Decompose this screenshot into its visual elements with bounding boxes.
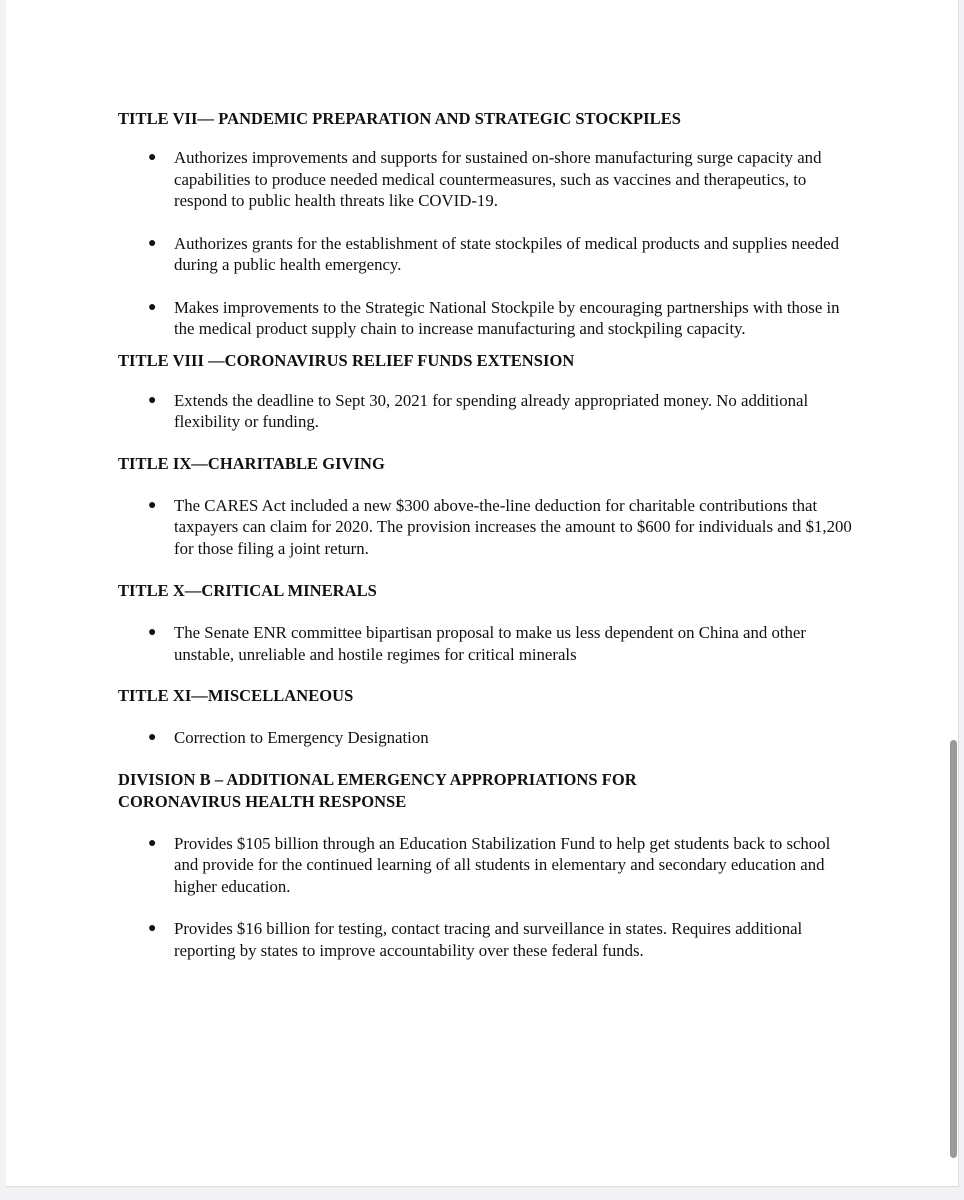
bullet-text: Provides $105 billion through an Education Stabilization Fund to help get students back to school and provide for the continued learning of all students in elementary and secondary education and higher education.	[174, 833, 831, 896]
section-heading-title-vii: TITLE VII— PANDEMIC PREPARATION AND STRATEGIC STOCKPILES	[118, 109, 681, 128]
bullet-item	[118, 390, 858, 433]
section-heading-title-ix: TITLE IX—CHARITABLE GIVING	[118, 453, 385, 473]
bullet-list-title-viii	[118, 390, 858, 433]
bullet-item	[118, 233, 858, 276]
bullet-text: The CARES Act included a new $300 above-the-line deduction for charitable contributions that taxpayers can claim for 2020. The provision increases the amount to $600 for individuals and $1,200 for those filing a joint return.	[174, 495, 852, 558]
bullet-item	[118, 495, 858, 560]
section-heading-title-x: TITLE X—CRITICAL MINERALS	[118, 581, 377, 600]
bullet-text: Authorizes grants for the establishment of state stockpiles of medical products and supplies needed during a public health emergency.	[174, 233, 840, 274]
bullet-text: Makes improvements to the Strategic National Stockpile by encouraging partnerships with those in the medical product supply chain to increase manufacturing and stockpiling capacity.	[174, 297, 840, 338]
document-content	[118, 108, 858, 961]
bullet-item	[118, 833, 858, 898]
document-page	[6, 0, 959, 1187]
bullet-icon: ●	[148, 921, 157, 936]
bullet-icon: ●	[148, 730, 157, 745]
bullet-list-title-x	[118, 622, 858, 665]
bullet-icon: ●	[148, 392, 157, 408]
bullet-item	[118, 727, 858, 749]
bullet-icon: ●	[148, 497, 157, 513]
bullet-icon: ●	[148, 150, 157, 165]
bullet-text: Extends the deadline to Sept 30, 2021 for spending already appropriated money. No additional flexibility or funding.	[174, 390, 809, 431]
bullet-text: Correction to Emergency Designation	[174, 728, 429, 747]
bullet-list-title-vii	[118, 147, 858, 340]
vertical-scrollbar[interactable]	[950, 740, 957, 1158]
bullet-icon: ●	[148, 235, 157, 251]
bullet-item	[118, 297, 858, 340]
bullet-text: Provides $16 billion for testing, contact tracing and surveillance in states. Requires additional reporting by states to improve accountability over these federal funds.	[174, 919, 803, 960]
bullet-text: Authorizes improvements and supports for sustained on-shore manufacturing surge capacity and capabilities to produce needed medical countermeasures, such as vaccines and therapeutics, to respond to public health threats like COVID-19.	[174, 148, 822, 210]
bullet-icon: ●	[148, 835, 157, 851]
bullet-icon: ●	[148, 625, 157, 640]
bullet-item	[118, 622, 858, 665]
bullet-text: The Senate ENR committee bipartisan proposal to make us less dependent on China and other unstable, unreliable and hostile regimes for critical minerals	[174, 623, 806, 664]
bullet-list-title-xi	[118, 727, 858, 749]
section-heading-title-viii: TITLE VIII —CORONAVIRUS RELIEF FUNDS EXTENSION	[118, 350, 575, 370]
bullet-list-title-ix	[118, 495, 858, 560]
bullet-item	[118, 918, 858, 961]
bullet-item	[118, 147, 858, 212]
section-heading-title-xi: TITLE XI—MISCELLANEOUS	[118, 686, 354, 705]
bullet-list-division-b	[118, 833, 858, 962]
bullet-icon: ●	[148, 299, 157, 315]
section-heading-division-b: DIVISION B – ADDITIONAL EMERGENCY APPROPRIATIONS FOR CORONAVIRUS HEALTH RESPONSE	[118, 769, 637, 811]
